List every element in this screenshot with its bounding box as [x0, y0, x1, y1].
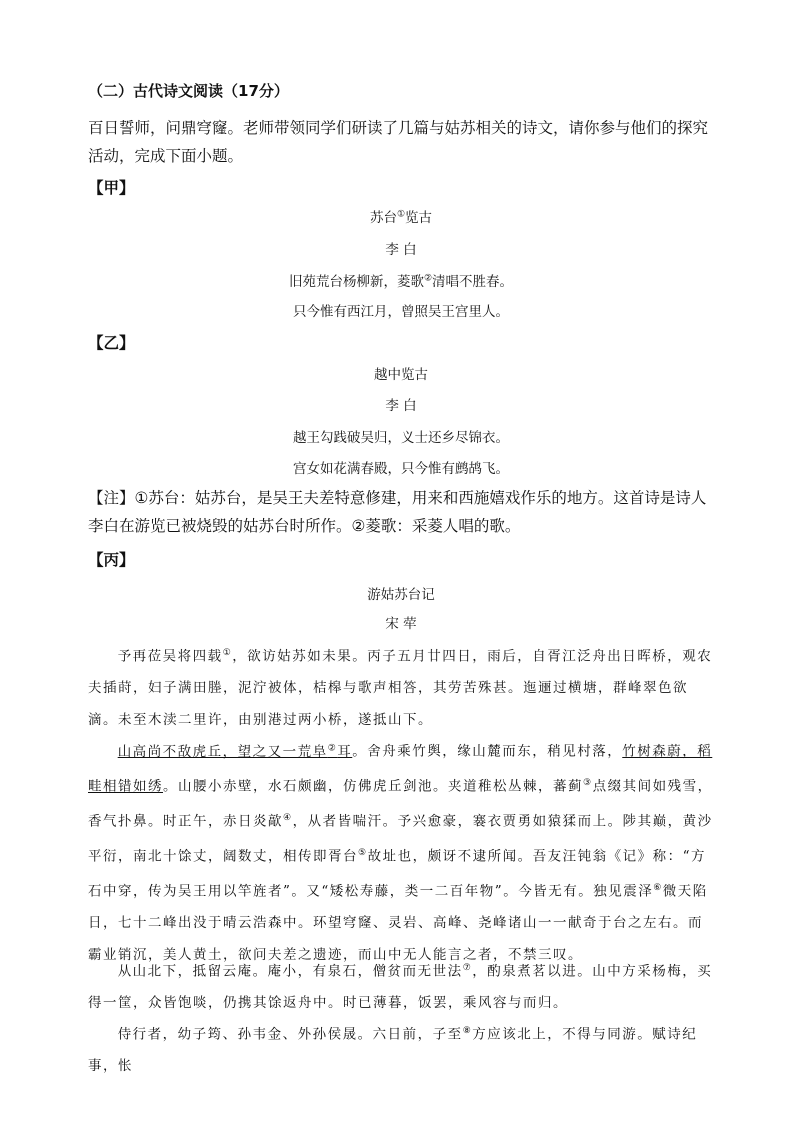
footnote-marker: ①: [222, 648, 233, 658]
essay-p2-part5: 故址也，颇讶不逮所闻。吾友汪钝翁《记》称：“方石中穿，传为吴王用以竿旌者”。又“矮松寿藤，类一二百年物”。今皆无有。独见震泽: [88, 848, 706, 900]
essay-p2-underline-part1: 山高尚不敌虎丘，望之又一荒阜: [117, 743, 328, 760]
underlined-sentence-2: 竹树森蔚，稻畦相错如绣: [88, 743, 713, 795]
footnote-marker: ③: [583, 778, 593, 788]
essay-p3-part2: ，酌泉煮茗以进。山中方采杨梅，买得一筐，众皆饱啖，仍携其馀返舟中。时已薄暮，饭罢，乘风容与而归。: [88, 963, 713, 1011]
poem-jia-line1: [88, 270, 714, 290]
footnote-marker: ④: [283, 813, 293, 823]
essay-p4-part1: 侍行者，幼子筠、孙韦金、外孙侯晟。六日前，子至: [117, 1026, 463, 1043]
underlined-sentence-1: [118, 744, 353, 760]
label-yi: 【乙】: [88, 334, 135, 352]
poem-jia-title-part2: 览古: [405, 210, 433, 226]
footnote-marker: ⑧: [462, 1026, 473, 1036]
poem-jia-author: 李 白: [385, 242, 417, 258]
section-title: （二）古代诗文阅读（17分）: [88, 82, 289, 100]
essay-paragraph-3: [88, 953, 714, 1020]
essay-p2-part1: 。舍舟乘竹舆，缘山麓而东，稍见村落，: [352, 743, 623, 760]
poem-yi-author: 李 白: [385, 398, 417, 414]
footnote-marker: ⑤: [358, 848, 368, 858]
essay-paragraph-2: [88, 733, 714, 971]
essay-paragraph-1: [88, 638, 714, 736]
footnote-marker: ⑥: [653, 883, 663, 893]
intro-paragraph: 百日誓师，问鼎穹窿。老师带领同学们研读了几篇与姑苏相关的诗文，请你参与他们的探究活动，完成下面小题。: [88, 119, 709, 165]
poem-jia-title: [88, 206, 714, 226]
poem-jia-line2: 只今惟有西江月，曾照吴王宫里人。: [293, 304, 509, 320]
essay-p2-part6: 微天陷日，七十二峰出没于晴云浩森中。环望穹窿、灵岩、高峰、尧峰诸山一一献奇于台之左右。而霸业销沉，美人黄土，欲问夫差之遗迹，而山中无人能言之者，不禁三叹。: [88, 883, 708, 963]
label-bing: 【丙】: [88, 551, 135, 569]
essay-p2-underline-part2: 耳: [337, 743, 353, 760]
essay-p2-part3: 点缀其间如残雪，香气扑鼻。时正午，赤日炎歊: [88, 778, 713, 830]
essay-p3-part1: 从山北下，抵留云庵。庵小，有泉石，僧贫而无世法: [117, 963, 463, 980]
poem-yi-line2: 宫女如花满春殿，只今惟有鹧鸪飞。: [293, 461, 509, 477]
essay-p1-part2: ，欲访姑苏如未果。丙子五月廿四日，雨后，自胥江泛舟出日晖桥，观农夫插莳，妇子满田塍，泥泞被体，桔槔与歌声相答，其劳苦殊甚。迤逦过横塘，群峰翠色欲滴。未至木渎二里许，由别港过两小桥，遂抵山下。: [88, 648, 713, 728]
essay-p2-part4: ，从者皆喘汗。予兴愈豪，褰衣贾勇如猿猱而上。陟其巅，黄沙平衍，南北十馀丈，阔数丈，相传即胥台: [88, 813, 713, 865]
essay-p2-part2: 。山腰小赤壁，水石颇幽，仿佛虎丘剑池。夹道稚松丛棘，蕃蓟: [163, 778, 583, 795]
essay-p1-part1: 予再莅吴将四载: [117, 648, 223, 665]
footnote-marker: ②: [423, 273, 433, 284]
essay-title: 游姑苏台记: [367, 587, 435, 603]
poem-jia-line1-part2: 清唱不胜春。: [432, 274, 514, 290]
footnote-marker: ⑦: [462, 963, 473, 973]
poem-jia-title-part1: 苏台: [369, 210, 397, 226]
footnote-marker: ②: [327, 743, 338, 753]
poem-yi-line1: 越王勾践破吴归，义士还乡尽锦衣。: [293, 430, 509, 446]
essay-author: 宋 荦: [385, 616, 417, 632]
poem-jia-line1-part1: 旧苑荒台杨柳新，菱歌: [288, 274, 424, 290]
poem-yi-title: 越中览古: [374, 367, 428, 383]
essay-paragraph-4: [88, 1016, 714, 1083]
label-jia: 【甲】: [88, 179, 135, 197]
footnote-marker: ①: [396, 209, 406, 220]
essay-p4-part2: 方应该北上，不得与同游。赋诗纪事，怅: [88, 1026, 698, 1074]
annotation-note: 【注】①苏台：姑苏台，是吴王夫差特意修建，用来和西施嬉戏作乐的地方。这首诗是诗人李白在游览已被烧毁的姑苏台时所作。②菱歌：采菱人唱的歌。: [88, 489, 707, 535]
